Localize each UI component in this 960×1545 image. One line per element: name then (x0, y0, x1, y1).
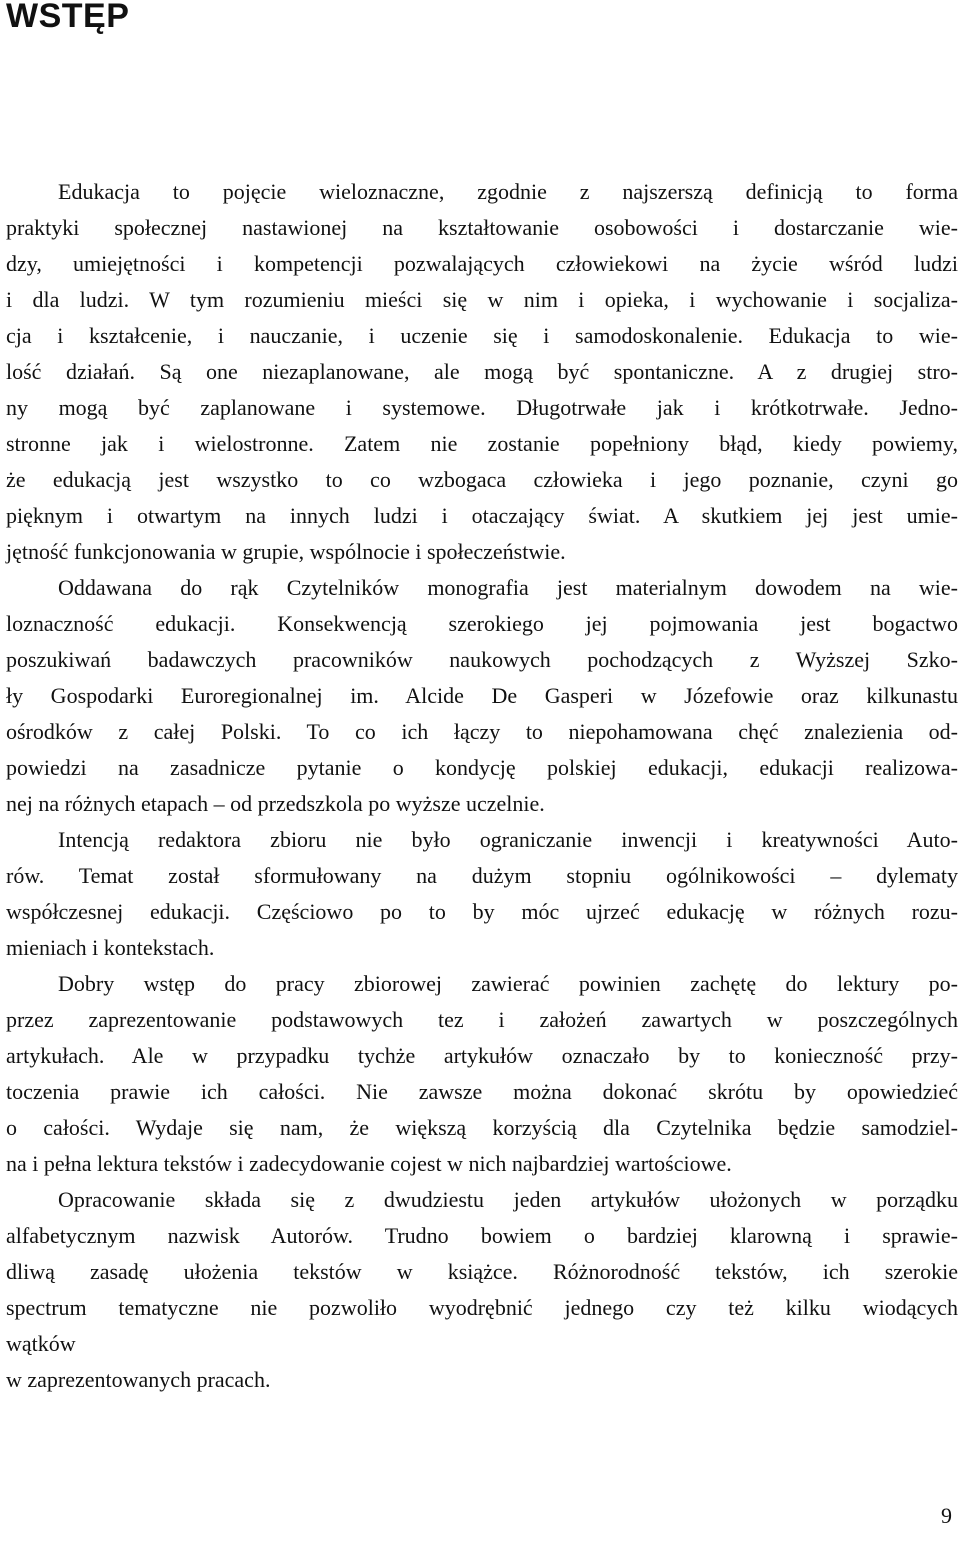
text-line: lość działań. Są one niezaplanowane, ale mogą być spontaniczne. A z drugiej stro- (6, 359, 958, 384)
body-text (6, 174, 958, 1398)
text-line: i dla ludzi. W tym rozumieniu mieści się w nim i opieka, i wychowanie i socjaliza- (6, 287, 958, 312)
paragraph-2 (6, 570, 958, 822)
text-line: alfabetycznym nazwisk Autorów. Trudno bowiem o bardziej klarowną i sprawie- (6, 1223, 958, 1248)
text-line: poszukiwań badawczych pracowników naukowych pochodzących z Wyższej Szko- (6, 647, 958, 672)
text-line: loznaczność edukacji. Konsekwencją szerokiego jej pojmowania jest bogactwo (6, 611, 958, 636)
text-line: toczenia prawie ich całości. Nie zawsze można dokonać skrótu by opowiedzieć (6, 1079, 958, 1104)
paragraph-4 (6, 966, 958, 1182)
text-line: Opracowanie składa się z dwudziestu jeden artykułów ułożonych w porządku (58, 1187, 958, 1212)
text-line: rów. Temat został sformułowany na dużym stopniu ogólnikowości – dylematy (6, 863, 958, 888)
text-line: nej na różnych etapach – od przedszkola po wyższe uczelnie. (6, 791, 545, 816)
text-line: o całości. Wydaje się nam, że większą korzyścią dla Czytelnika będzie samodziel- (6, 1115, 958, 1140)
text-line: stronne jak i wielostronne. Zatem nie zostanie popełniony błąd, kiedy powiemy, (6, 431, 958, 456)
text-line: jętność funkcjonowania w grupie, wspólnocie i społeczeństwie. (6, 539, 566, 564)
text-line: że edukacją jest wszystko to co wzbogaca człowieka i jego poznanie, czyni go (6, 467, 958, 492)
text-line: cja i kształcenie, i nauczanie, i uczenie się i samodoskonalenie. Edukacja to wie- (6, 323, 958, 348)
paragraph-3 (6, 822, 958, 966)
text-line: artykułach. Ale w przypadku tychże artykułów oznaczało by to konieczność przy- (6, 1043, 958, 1068)
text-line: przez zaprezentowanie podstawowych tez i założeń zawartych w poszczególnych (6, 1007, 958, 1032)
page-title: WSTĘP (6, 0, 130, 35)
text-line: powiedzi na zasadnicze pytanie o kondycję polskiej edukacji, edukacji realizowa- (6, 755, 958, 780)
text-line: dliwą zasadę ułożenia tekstów w książce. Różnorodność tekstów, ich szerokie (6, 1259, 958, 1284)
text-line: pięknym i otwartym na innych ludzi i otaczający świat. A skutkiem jej jest umie- (6, 503, 958, 528)
text-line: Oddawana do rąk Czytelników monografia jest materialnym dowodem na wie- (58, 575, 958, 600)
paragraph-1 (6, 174, 958, 570)
text-line: w zaprezentowanych pracach. (6, 1367, 271, 1392)
text-line: Edukacja to pojęcie wieloznaczne, zgodnie z najszerszą definicją to forma (58, 179, 958, 204)
text-line: dzy, umiejętności i kompetencji pozwalających człowiekowi na życie wśród ludzi (6, 251, 958, 276)
text-line: spectrum tematyczne nie pozwoliło wyodrębnić jednego czy też kilku wiodących (6, 1295, 958, 1320)
text-line: ośrodków z całej Polski. To co ich łączy to niepohamowana chęć znalezienia od- (6, 719, 958, 744)
text-line: ny mogą być zaplanowane i systemowe. Długotrwałe jak i krótkotrwałe. Jedno- (6, 395, 958, 420)
paragraph-5 (6, 1182, 958, 1398)
page-number: 9 (941, 1503, 952, 1528)
text-line: Dobry wstęp do pracy zbiorowej zawierać powinien zachętę do lektury po- (58, 971, 958, 996)
text-line: wątków (6, 1331, 76, 1356)
text-line: praktyki społecznej nastawionej na kształtowanie osobowości i dostarczanie wie- (6, 215, 958, 240)
text-line: Intencją redaktora zbioru nie było ograniczanie inwencji i kreatywności Auto- (58, 827, 958, 852)
text-line: na i pełna lektura tekstów i zadecydowanie cojest w nich najbardziej wartościowe. (6, 1151, 732, 1176)
text-line: współczesnej edukacji. Częściowo po to by móc ujrzeć edukację w różnych rozu- (6, 899, 958, 924)
text-line: mieniach i kontekstach. (6, 935, 215, 960)
text-line: ły Gospodarki Euroregionalnej im. Alcide De Gasperi w Józefowie oraz kilkunastu (6, 683, 958, 708)
